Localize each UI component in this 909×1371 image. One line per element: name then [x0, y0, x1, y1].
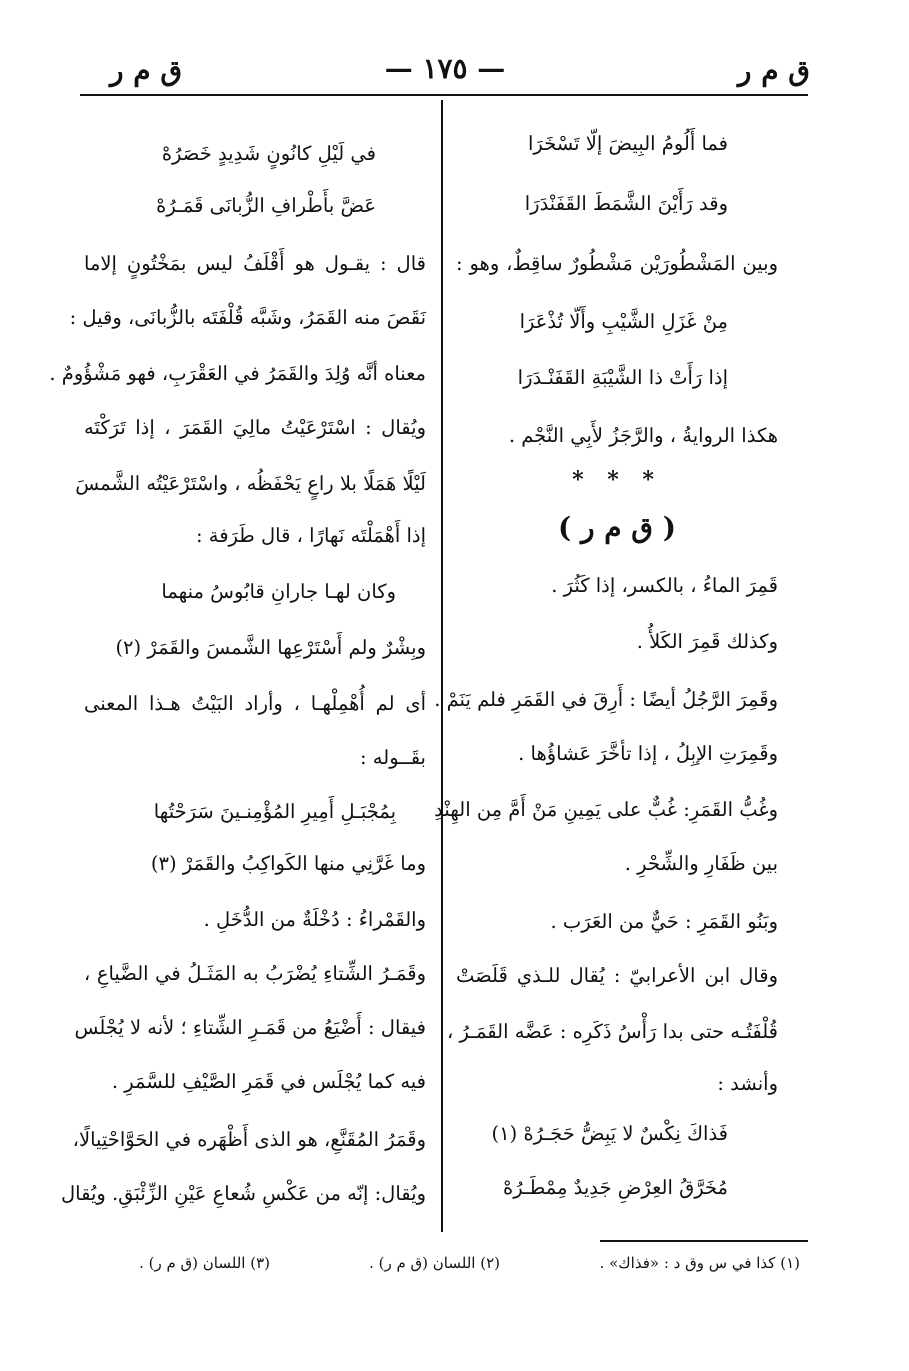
verse-line: وما غَرَّنِي منها الكَواكِبُ والقَمَرْ (٣) — [150, 852, 426, 875]
verse-line: عَضَّ بأَطْرافِ الزُّبانَى قَمَـرُهْ — [156, 194, 376, 217]
text-line: هكذا الروايةُ ، والرَّجَزُ لأَبِي النَّجْم . — [508, 424, 778, 447]
text-line: لَيْلًا هَمَلًا بلا راعٍ يَحْفَظُه ، واسْتَرْعَيْتُه الشَّمسَ — [75, 472, 426, 495]
footnote-3: (٣) اللسان (ق م ر) . — [139, 1254, 270, 1272]
text-line: إذا أَهْمَلْتَه نَهارًا ، قال طَرَفة : — [195, 524, 426, 547]
verse-line: بِمُجْبَـلِ أَمِيرِ المُؤْمِنـينَ سَرَحْتُها — [153, 800, 396, 823]
text-line: وقَمَرُ المُقَنَّعِ، هو الذى أَظْهَره في الحَوَّاحْتِيالًا، — [72, 1128, 426, 1151]
text-line: ويُقال: إنّه من عَكْسِ شُعاعِ عَيْنِ الزِّئْبَقِ. ويُقال — [60, 1182, 426, 1205]
right-column — [434, 104, 778, 1224]
text-line: نَقَصَ منه القَمَرُ، وشَبَّه قُلْفَتَه بالزُّبانَى، وقيل : — [69, 306, 426, 329]
text-line: وبين المَشْطُورَيْن مَشْطُورٌ ساقِطٌ، وهو : — [456, 252, 778, 275]
text-line: فيقال : أَضْيَعُ من قَمَـرِ الشِّتاءِ ؛ لأنه لا يُجْلَس — [74, 1016, 426, 1039]
text-line: وبَنُو القَمَرِ : حَيٌّ من العَرَب . — [550, 910, 778, 933]
section-title: ( ق م ر ) — [557, 511, 677, 544]
text-line: ويُقال : اسْتَرْعَيْتُ مالِيَ القَمَرَ ، إذا تَرَكْتَه — [84, 416, 426, 439]
text-line: بين ظَفَارِ والشِّحْرِ . — [624, 852, 778, 875]
footnote-2: (٢) اللسان (ق م ر) . — [369, 1254, 500, 1272]
verse-line: فما أَلُومُ البِيضَ إلّا تَسْخَرَا — [528, 132, 728, 155]
text-line: وأنشد : — [717, 1072, 778, 1095]
header-rule — [80, 94, 808, 96]
column-divider — [441, 100, 443, 1232]
footnote-1: (١) كذا في س وق د : «فذاك» . — [599, 1254, 800, 1272]
page-header — [80, 48, 810, 92]
text-line: قَمِرَ الماءُ ، بالكسر، إذا كَثُرَ . — [551, 574, 778, 597]
verse-line: وقد رَأَيْنَ الشَّمَطَ القَفَنْدَرَا — [524, 192, 728, 215]
text-line: أى لم أُهْمِلْهـا ، وأراد البَيْتُ هـذا المعنى — [84, 692, 426, 715]
section-separator: * * * — [572, 467, 662, 493]
text-line: وقَمِرَتِ الإبِلُ ، إذا تأخَّرَ عَشاؤُها . — [518, 742, 778, 765]
verse-line: مِنْ غَزَلِ الشَّيْبِ وأَلّا تُذْعَرَا — [519, 310, 728, 333]
text-line: قال : يقـول هو أَقْلَفُ ليس بمَخْتُونٍ إلاما — [84, 252, 426, 275]
footnotes — [100, 1254, 800, 1284]
page-number: — ١٧٥ — — [384, 52, 506, 85]
left-column — [49, 104, 426, 1224]
text-line: وغُبُّ القَمَرِ: غُبٌّ على يَمِينِ مَنْ أَمَّ مِن الهِنْدِ — [434, 798, 778, 821]
text-line: وقال ابن الأعرابيّ : يُقال للـذي قَلَصَتْ — [456, 964, 778, 987]
text-line: قُلْفَتُـه حتى بدا رَأْسُ ذَكَرِه : عَضَّه القَمَـرُ ، — [447, 1020, 778, 1043]
verse-line: مُخَرَّقُ العِرْضِ جَدِيدٌ مِمْطَـرُهْ — [503, 1176, 728, 1199]
verse-line: فَذاكَ نِكْسٌ لا يَبِضُّ حَجَـرُهْ (١) — [491, 1122, 728, 1145]
verse-line: في لَيْلِ كانُونٍ شَدِيدٍ خَصَرُهْ — [161, 142, 376, 165]
text-line: وقَمَـرُ الشِّتاءِ يُضْرَبُ به المَثَـلُ في الضَّياعِ ، — [84, 962, 426, 985]
text-line: فيه كما يُجْلَس في قَمَرِ الصَّيْفِ للسَّمَرِ . — [111, 1070, 426, 1093]
footnote-rule — [600, 1240, 808, 1242]
header-root-right: ق م ر — [737, 54, 810, 87]
text-line: وكذلك قَمِرَ الكَلأُ . — [636, 630, 778, 653]
text-line: وقَمِرَ الرَّجُلُ أيضًا : أَرِقَ في القَمَرِ فلم يَنَمْ . — [434, 688, 778, 711]
verse-line: وبِشْرٌ ولم أَسْتَرْعِها الشَّمسَ والقَمَرْ (٢) — [115, 636, 426, 659]
text-line: معناه أنَّه وُلِدَ والقَمَرُ في العَقْرَبِ، فهو مَشْؤُومٌ . — [49, 362, 426, 385]
text-line: والقَمْراءُ : دُخْلَةٌ من الدُّخَلِ . — [203, 908, 426, 931]
verse-line: إذا رَأَتْ ذا الشَّيْبَةِ القَفَنْـدَرَا — [517, 366, 728, 389]
text-line: بقَــوله : — [360, 746, 426, 769]
header-root-left: ق م ر — [110, 54, 183, 87]
verse-line: وكان لهـا جارانِ قابُوسُ منهما — [161, 580, 396, 603]
